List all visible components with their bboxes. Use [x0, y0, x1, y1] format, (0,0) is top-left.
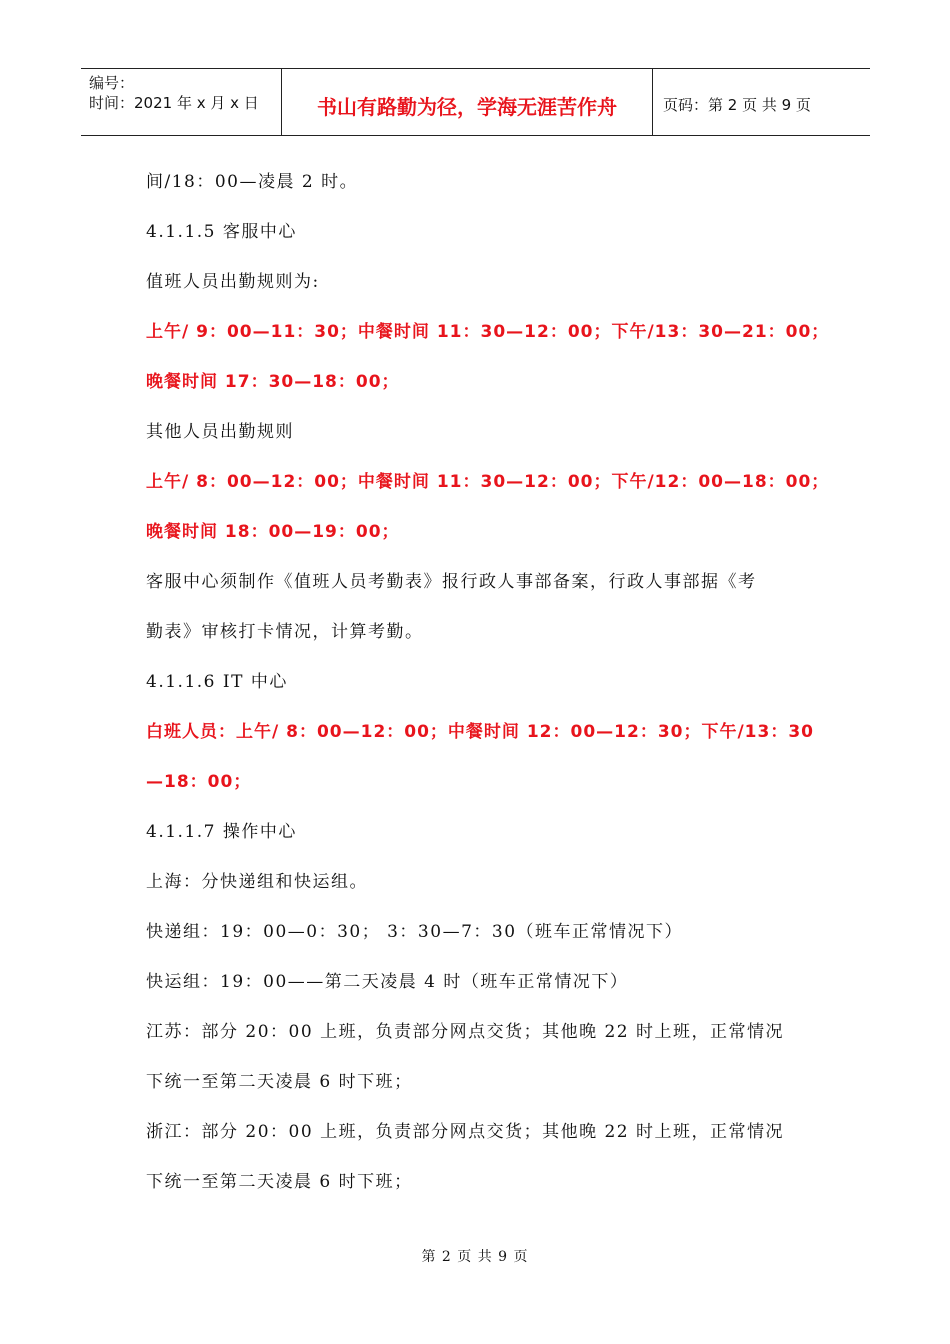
header-motto: 书山有路勤为径，学海无涯苦作舟 — [282, 69, 653, 135]
header-meta — [81, 69, 282, 135]
document-body — [146, 168, 830, 1218]
highlighted-schedule: 晚餐时间 17：30—18：00； — [146, 372, 400, 392]
body-line: 其他人员出勤规则 — [146, 422, 294, 442]
body-line: 上海：分快递组和快运组。 — [146, 872, 368, 892]
body-line: 浙江：部分 20：00 上班，负责部分网点交货；其他晚 22 时上班，正常情况 — [146, 1122, 785, 1142]
highlighted-schedule: 上午/ 8：00—12：00；中餐时间 11：30—12：00；下午/12：00—18：00； — [146, 472, 830, 492]
header-code-label: 编号： — [89, 74, 135, 92]
body-line: 江苏：部分 20：00 上班，负责部分网点交货；其他晚 22 时上班，正常情况 — [146, 1022, 785, 1042]
page-header — [81, 68, 870, 136]
body-line: 间/18：00—凌晨 2 时。 — [146, 172, 359, 192]
body-line: 客服中心须制作《值班人员考勤表》报行政人事部备案，行政人事部据《考 — [146, 572, 757, 592]
section-heading: 4.1.1.6 IT 中心 — [146, 672, 288, 692]
highlighted-schedule: —18：00； — [146, 772, 252, 792]
section-heading: 4.1.1.7 操作中心 — [146, 822, 297, 842]
highlighted-schedule: 白班人员：上午/ 8：00—12：00；中餐时间 12：00—12：30；下午/13：30 — [146, 722, 814, 742]
highlighted-schedule: 晚餐时间 18：00—19：00； — [146, 522, 400, 542]
header-page-label: 页码：第 2 页 共 9 页 — [663, 95, 811, 114]
highlighted-schedule: 上午/ 9：00—11：30；中餐时间 11：30—12：00；下午/13：30—21：00； — [146, 322, 830, 342]
body-line: 快运组：19：00——第二天凌晨 4 时（班车正常情况下） — [146, 972, 629, 992]
page-footer: 第 2 页 共 9 页 — [421, 1249, 529, 1265]
body-line: 勤表》审核打卡情况，计算考勤。 — [146, 622, 424, 642]
body-line: 下统一至第二天凌晨 6 时下班； — [146, 1072, 413, 1092]
section-heading: 4.1.1.5 客服中心 — [146, 222, 297, 242]
body-line: 值班人员出勤规则为: — [146, 272, 320, 292]
body-line: 下统一至第二天凌晨 6 时下班； — [146, 1172, 413, 1192]
header-time-label: 时间：2021 年 x 月 x 日 — [89, 94, 259, 112]
body-line: 快递组：19：00—0：30； 3：30—7：30（班车正常情况下） — [146, 922, 684, 942]
